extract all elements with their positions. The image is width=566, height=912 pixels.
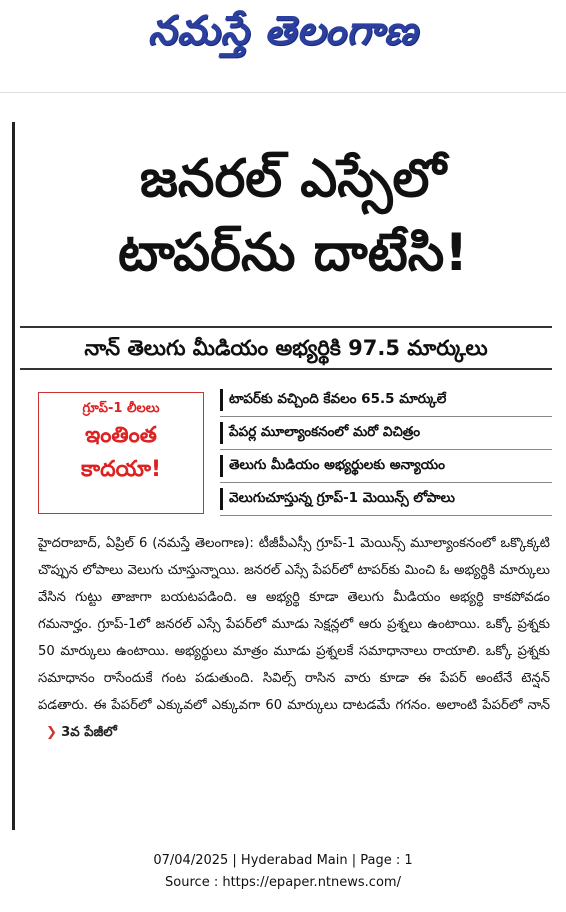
subhead-rule-bottom	[20, 368, 552, 370]
side-box	[38, 392, 204, 514]
point-text: వెలుగుచూస్తున్న గ్రూప్-1 మెయిన్స్ లోపాలు	[229, 489, 455, 506]
side-box-kicker: గ్రూప్-1 లీలలు	[82, 401, 160, 416]
masthead-divider	[0, 92, 566, 93]
clipping-border	[12, 122, 15, 830]
masthead	[0, 0, 566, 92]
side-box-line-2: కాదయా!	[81, 457, 161, 482]
point-bar	[220, 455, 223, 477]
point-text: పేపర్ల మూల్యాంకనంలో మరో విచిత్రం	[229, 423, 421, 440]
highlight-points	[220, 384, 552, 516]
side-box-line-1: ఇంతింత	[85, 423, 157, 448]
footer-date-edition: 07/04/2025 | Hyderabad Main | Page : 1	[153, 853, 413, 868]
continue-arrow-icon: ❯	[46, 725, 58, 740]
body-text: హైదరాబాద్, ఏప్రిల్ 6 (నమస్తే తెలంగాణ): టీజీపీఎస్సీ గ్రూప్-1 మెయిన్స్ మూల్యాంకనంలో ఒక్కొక్కటి చొప్పున లోపాలు వెలుగు చూస్తున్నాయి. జనరల్ ఎస్సే పేపర్‌లో టాపర్‌కు మించి ఓ అభ్యర్థికి మార్కులు వేసిన గుట్టు తాజాగా బయటపడింది. ఆ అభ్యర్థి కూడా తెలుగు మీడియం అభ్యర్థి కాకపోవడం గమనార్హం. గ్రూప్-1లో జనరల్ ఎస్సే పేపర్‌లో మూడు సెక్షన్లలో ఆరు ప్రశ్నలు ఉంటాయి. ఒక్కో ప్రశ్నకు 50 మార్కులు ఉంటాయి. అభ్యర్థులు మాత్రం మూడు ప్రశ్నలకే సమాధానాలు రాయాలి. ఒక్కో ప్రశ్నకు సమాధానం రాసేందుకే గంట పడుతుంది. సివిల్స్ రాసిన వారు కూడా ఈ పేపర్ అంటేనే టెన్షన్ పడతారు. ఈ పేపర్‌లో ఎక్కువలో ఎక్కువగా 60 మార్కులు దాటడమే గగనం. అలాంటి పేపర్‌లో నాన్	[38, 536, 550, 713]
highlight-point	[220, 450, 552, 483]
point-bar	[220, 389, 223, 411]
highlight-point	[220, 384, 552, 417]
continued-label: 3వ పేజీలో	[61, 725, 117, 740]
article-clipping	[12, 122, 554, 830]
footer-source[interactable]: Source : https://epaper.ntnews.com/	[165, 875, 401, 890]
point-bar	[220, 488, 223, 510]
point-text: టాపర్‌కు వచ్చింది కేవలం 65.5 మార్కులే	[229, 390, 447, 407]
subhead-rule-top	[20, 326, 552, 328]
highlight-point	[220, 417, 552, 450]
point-bar	[220, 422, 223, 444]
footer	[0, 850, 566, 894]
point-text: తెలుగు మీడియం అభ్యర్థులకు అన్యాయం	[229, 456, 446, 473]
headline-line-2: టాపర్‌ను దాటేసి!	[117, 223, 469, 283]
subheadline: నాన్ తెలుగు మీడియం అభ్యర్థికి 97.5 మార్కులు	[84, 336, 488, 360]
newspaper-logo: నమస్తే తెలంగాణ	[147, 8, 419, 54]
headline	[38, 142, 548, 290]
headline-line-1: జనరల్ ఎస్సేలో	[139, 149, 447, 209]
continued-on[interactable]	[46, 725, 117, 740]
highlight-point	[220, 483, 552, 516]
article-body	[38, 530, 550, 746]
